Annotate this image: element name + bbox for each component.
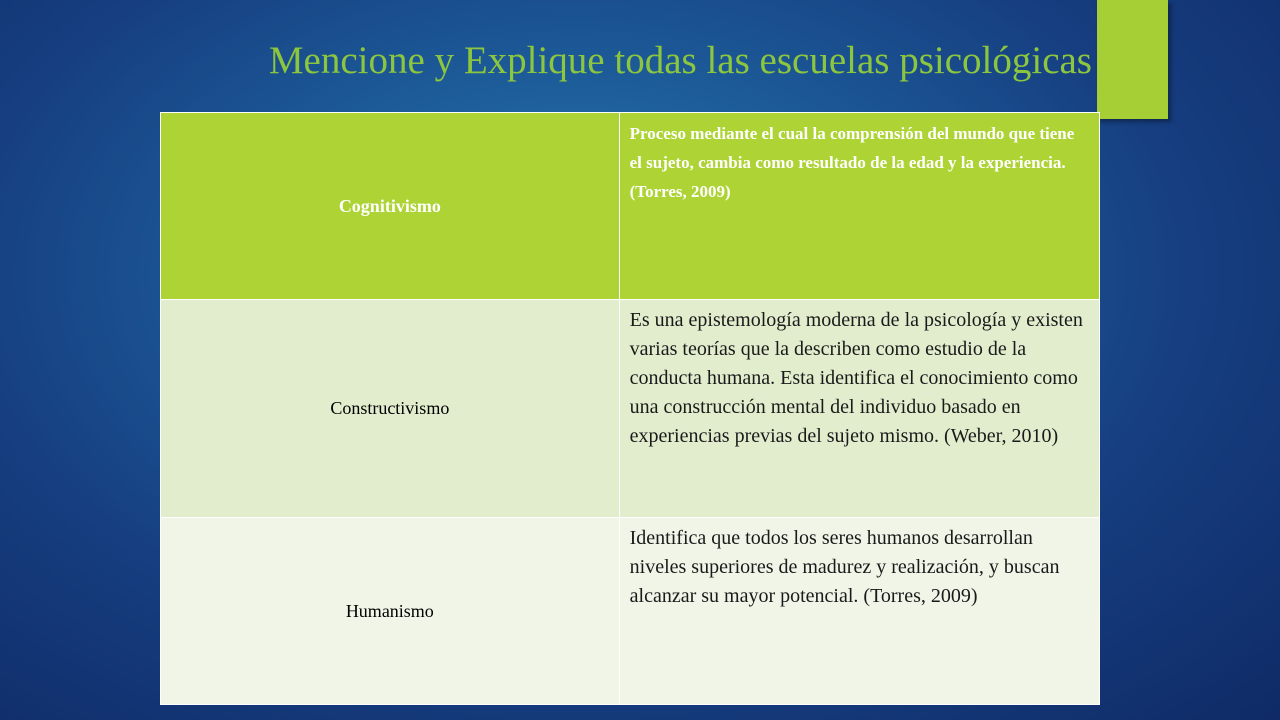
school-description-cell: Identifica que todos los seres humanos desarrollan niveles superiores de madurez y realización, y buscan alcanzar su mayor potencial. (Torres, 2009) [619,518,1099,705]
school-description-cell: Proceso mediante el cual la comprensión del mundo que tiene el sujeto, cambia como resultado de la edad y la experiencia. (Torres, 2009) [619,113,1099,300]
school-name-cell: Humanismo [161,518,620,705]
table-row [161,300,1100,518]
table-row [161,113,1100,300]
schools-table [160,112,1100,705]
school-name-cell: Constructivismo [161,300,620,518]
slide-title: Mencione y Explique todas las escuelas psicológicas [268,39,1092,82]
table-row [161,518,1100,705]
school-name-cell: Cognitivismo [161,113,620,300]
accent-bar [1097,0,1168,119]
school-description-cell: Es una epistemología moderna de la psicología y existen varias teorías que la describen como estudio de la conducta humana. Esta identifica el conocimiento como una construcción mental del individuo basado en experiencias previas del sujeto mismo. (Weber, 2010) [619,300,1099,518]
